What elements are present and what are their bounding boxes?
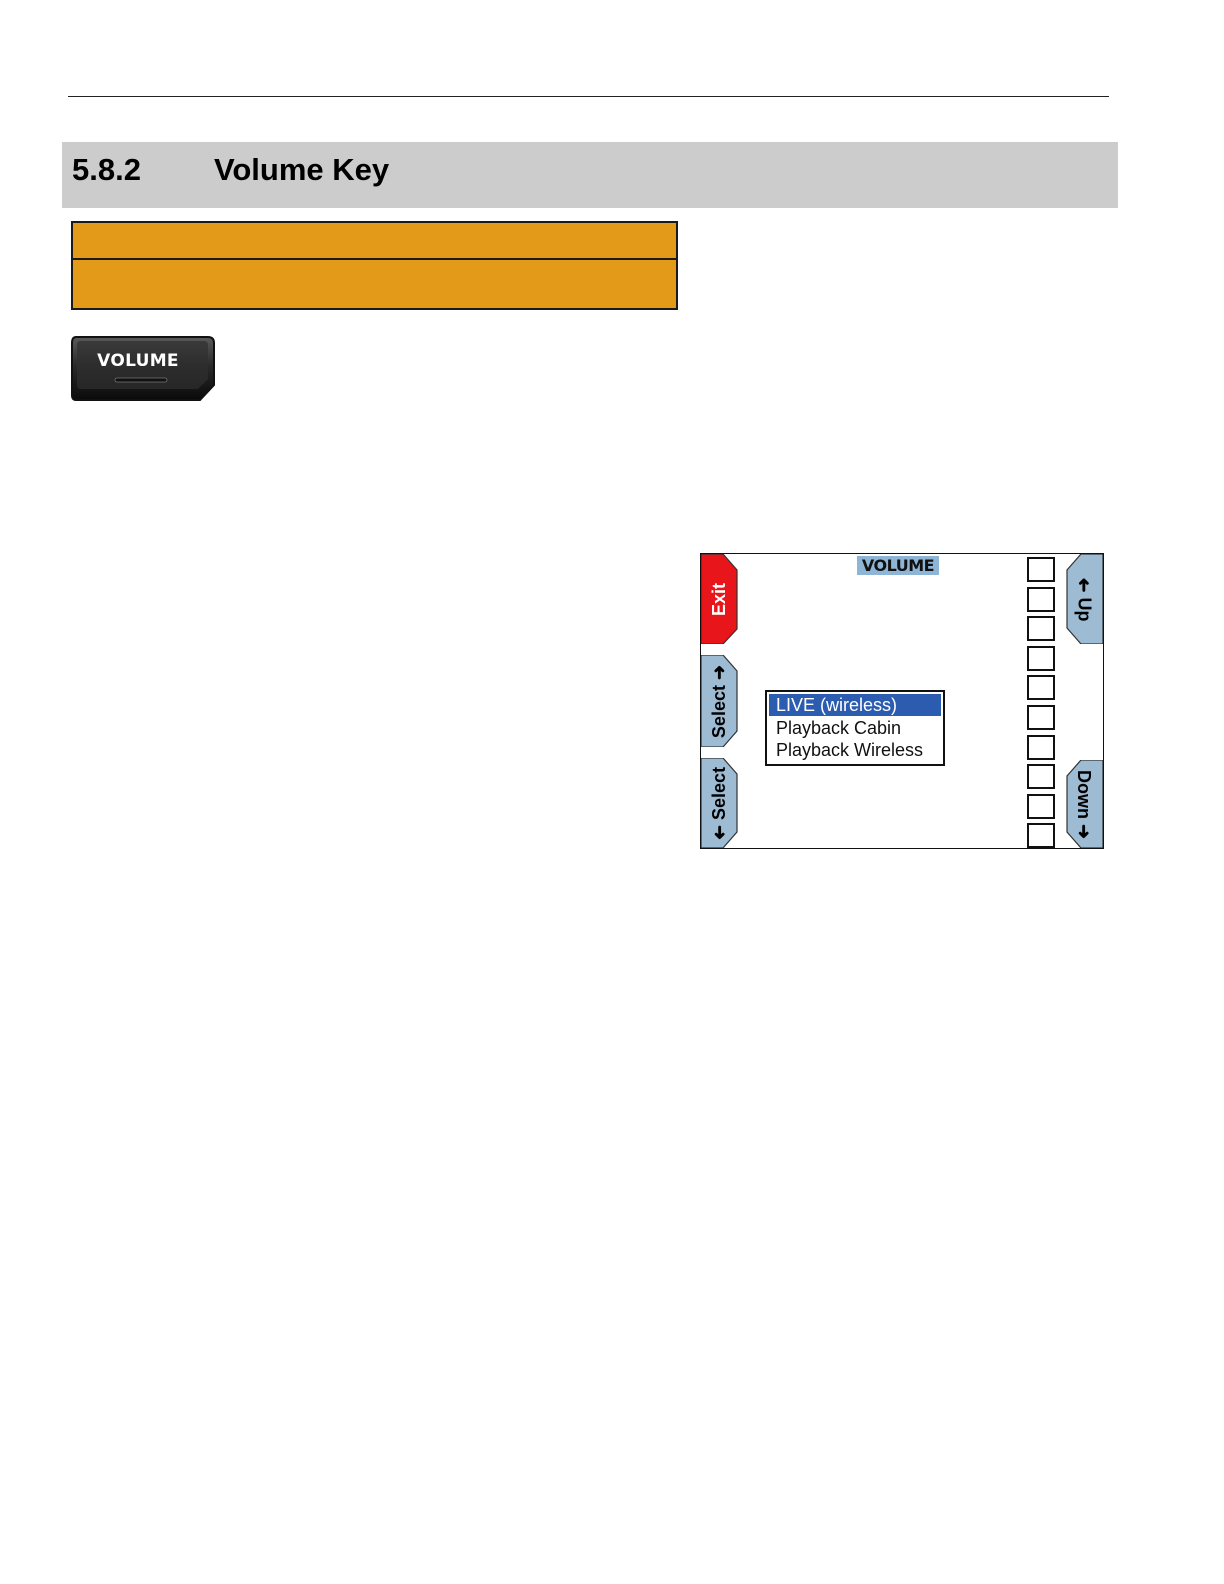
list-item[interactable]: Playback Wireless	[776, 740, 924, 760]
up-label: Up	[1074, 597, 1095, 622]
caution-table	[71, 221, 678, 310]
volume-key-label: VOLUME	[97, 351, 179, 371]
select-down-label: Select	[709, 766, 730, 820]
header-rule	[68, 96, 1109, 97]
volume-key-image	[70, 335, 216, 402]
section-number: 5.8.2	[72, 152, 141, 187]
section-title: Volume Key	[214, 152, 390, 187]
select-down-softkey[interactable]	[701, 758, 739, 848]
down-softkey[interactable]	[1065, 760, 1103, 848]
list-item[interactable]: Playback Cabin	[776, 717, 902, 738]
table-row-divider	[73, 258, 676, 260]
checkbox[interactable]	[1027, 675, 1055, 700]
up-softkey[interactable]	[1065, 554, 1103, 644]
exit-softkey[interactable]	[701, 554, 739, 644]
arrow-down-icon: ➜	[710, 824, 731, 840]
checkbox[interactable]	[1027, 794, 1055, 819]
checkbox[interactable]	[1027, 646, 1055, 671]
section-heading	[62, 142, 1118, 208]
select-up-label: Select	[709, 684, 730, 738]
checkbox[interactable]	[1027, 705, 1055, 730]
select-up-softkey[interactable]	[701, 655, 739, 747]
arrow-up-icon: ➜	[709, 664, 730, 680]
checkbox[interactable]	[1027, 735, 1055, 760]
checkbox[interactable]	[1027, 557, 1055, 582]
list-item[interactable]: LIVE (wireless)	[769, 694, 941, 716]
checkbox[interactable]	[1027, 764, 1055, 789]
source-list	[765, 690, 945, 766]
up-arrow-icon: ➜	[1073, 576, 1094, 593]
down-arrow-icon: ➜	[1074, 823, 1095, 839]
checkbox[interactable]	[1027, 587, 1055, 612]
volume-screen	[700, 553, 1104, 849]
checkbox[interactable]	[1027, 823, 1055, 848]
down-label: Down	[1074, 769, 1095, 819]
checkbox[interactable]	[1027, 616, 1055, 641]
screen-title: VOLUME	[857, 556, 939, 575]
exit-label: Exit	[709, 582, 730, 616]
